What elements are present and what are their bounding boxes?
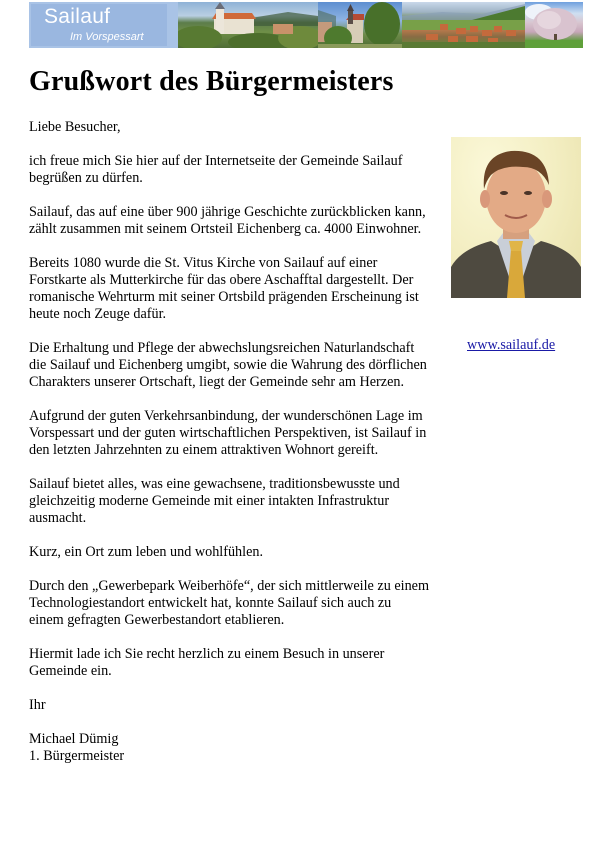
paragraph: ich freue mich Sie hier auf der Internetseite der Gemeinde Sailauf begrüßen zu dürfen. [29, 153, 403, 186]
site-logo[interactable] [29, 2, 178, 48]
paragraph: Kurz, ein Ort zum leben und wohlfühlen. [29, 544, 264, 560]
paragraph: Bereits 1080 wurde die St. Vitus Kirche von Sailauf auf einer Forstkarte als Mutterkirche für das obere Aschafftal dargestellt. Der romanische Wehrturm mit seiner Ortsbild prägenden Erscheinung ist heute noch Zeuge dafür. [29, 255, 419, 322]
logo-panel [31, 4, 167, 46]
village-panorama-photo [402, 2, 525, 48]
paragraph: Durch den „Gewerbepark Weiberhöfe“, der sich mittlerweile zu einem Technologiestandort entwickelt hat, konnte Sailauf sich auch zu einem gefragten Gewerbestandort etablieren. [29, 578, 429, 628]
page-title: Grußwort des Bürgermeisters [29, 66, 394, 97]
logo-subtitle: Im Vorspessart [70, 31, 144, 43]
salutation: Liebe Besucher, [29, 119, 121, 135]
mayor-portrait [451, 137, 581, 298]
signature-name: Michael Dümig [29, 731, 119, 747]
website-link[interactable]: www.sailauf.de [467, 337, 556, 353]
greeting-text [29, 119, 429, 765]
blossoming-tree-photo [525, 2, 583, 48]
chapel-photo [318, 2, 402, 48]
paragraph: Aufgrund der guten Verkehrsanbindung, der wunderschönen Lage im Vorspessart und der guten wirtschaftlichen Perspektiven, ist Sailauf in den letzten Jahrzehnten zu einem attraktiven Wohnort gereift. [29, 408, 427, 458]
paragraph: Sailauf bietet alles, was eine gewachsene, traditionsbewusste und gleichzeitig moderne Gemeinde mit einer intakten Infrastruktur ausmacht. [29, 476, 400, 526]
paragraph: Sailauf, das auf eine über 900 jährige Geschichte zurückblicken kann, zählt zusammen mit seinem Ortsteil Eichenberg ca. 4000 Einwohner. [29, 204, 426, 237]
paragraph: Hiermit lade ich Sie recht herzlich zu einem Besuch in unserer Gemeinde ein. [29, 646, 385, 679]
closing: Ihr [29, 697, 46, 713]
church-on-hill-photo [178, 2, 318, 48]
logo-title: Sailauf [44, 5, 111, 28]
header-banner [29, 2, 583, 48]
paragraph: Die Erhaltung und Pflege der abwechslungsreichen Naturlandschaft die Sailauf und Eichenberg umgibt, sowie die Wahrung des dörflichen Charakters unserer Ortschaft, liegt der Gemeinde sehr am Herzen. [29, 340, 427, 390]
signature-role: 1. Bürgermeister [29, 748, 125, 764]
